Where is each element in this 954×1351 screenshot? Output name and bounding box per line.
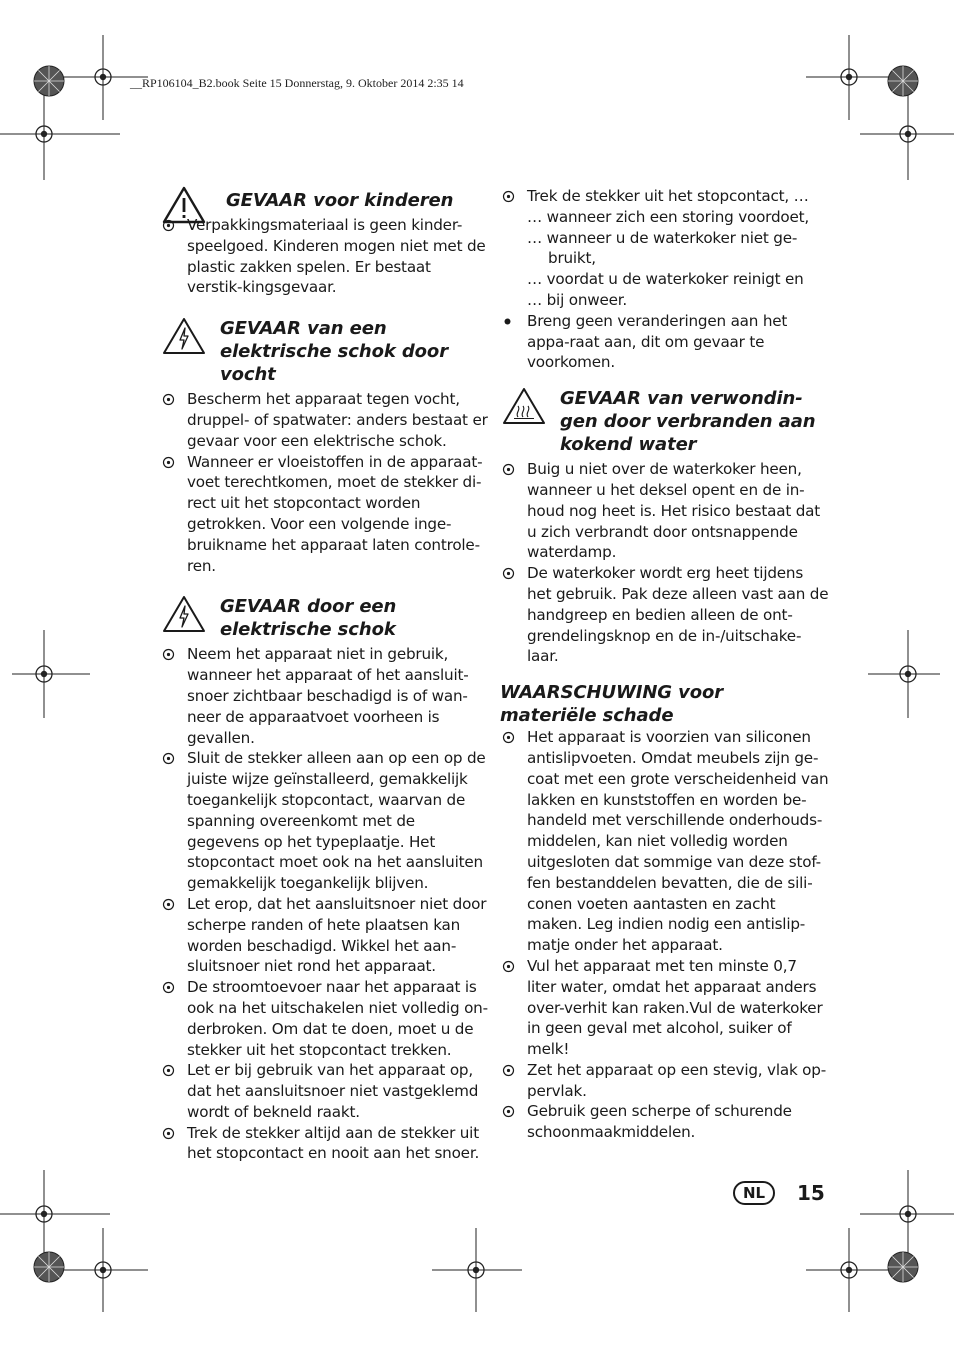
warning-heading-children <box>160 186 490 212</box>
list-item: Wanneer er vloeistoffen in de apparaat-voet terechtkomen, moet de stekker di-rect uit het stopcontact worden getrokken. Voor een volgende inge-bruikname het apparaat laten controle-ren. <box>160 452 490 577</box>
bullet-list <box>500 727 830 1143</box>
section-title: GEVAAR door een elektrische schok <box>220 596 397 641</box>
list-item: Breng geen veranderingen aan het appa-raat aan, dit om gevaar te voorkomen. <box>500 311 830 373</box>
print-header: __RP106104_B2.book Seite 15 Donnerstag, 9. Oktober 2014 2:35 14 <box>130 76 464 90</box>
list-item: Het apparaat is voorzien van siliconen antislipvoeten. Omdat meubels zijn ge-coat met een grote verscheidenheid van lakken en kunststoffen en worden be-handeld met verschillende onderhouds-middelen, kan niet volledig worden uitgesloten dat sommige van deze stof-fen bestanddelen bevatten, die de sili-conen voeten aantasten en zacht maken. Leg indien nodig een antislip-matje onder het apparaat. <box>500 727 830 956</box>
bullet-list <box>160 215 490 298</box>
section-title: GEVAAR van een elektrische schok door vocht <box>220 318 448 386</box>
electric-shock-icon <box>162 595 206 633</box>
circle-bullet-icon <box>162 219 175 232</box>
list-item-unplug: Trek de stekker uit het stopcontact, … … wanneer zich een storing voordoet, … wanneer u de waterkoker niet ge- bruikt, … voordat u de waterkoker reinigt en … bij onweer. <box>500 186 830 311</box>
section-title: GEVAAR voor kinderen <box>226 190 454 211</box>
section-title: WAARSCHUWING voor materiële schade <box>500 682 724 727</box>
list-item: Let erop, dat het aansluitsnoer niet door scherpe randen of hete plaatsen kan worden beschadigd. Wikkel het aan-sluitsnoer niet rond het apparaat. <box>160 894 490 977</box>
list-item: Bescherm het apparaat tegen vocht, druppel- of spatwater: anders bestaat er gevaar voor een elektrische schok. <box>160 389 490 451</box>
list-item: Sluit de stekker alleen aan op een op de juiste wijze geïnstalleerd, gemakkelijk toegankelijk stopcontact, waarvan de spanning overeenkomt met de gegevens op het typeplaatje. Het stopcontact moet ook na het aansluiten gemakkelijk toegankelijk blijven. <box>160 748 490 894</box>
dot-bullet-icon <box>504 318 511 325</box>
section-title: GEVAAR van verwondin- gen door verbranden aan kokend water <box>560 388 816 456</box>
warning-heading-burns <box>500 387 830 456</box>
warning-heading-shock-moisture <box>160 317 490 386</box>
list-item: De waterkoker wordt erg heet tijdens het gebruik. Pak deze alleen vast aan de handgreep en bedien alleen de ont-grendelingsknop en de in-/uitschake-laar. <box>500 563 830 667</box>
circle-bullet-icon <box>162 752 175 765</box>
list-item: Vul het apparaat met ten minste 0,7 liter water, omdat het apparaat anders over-verhit kan raken.Vul de waterkoker in geen geval met alcohol, suiker of melk! <box>500 956 830 1060</box>
list-item: Trek de stekker altijd aan de stekker uit het stopcontact en nooit aan het snoer. <box>160 1123 490 1165</box>
circle-bullet-icon <box>502 1064 515 1077</box>
left-column <box>160 186 490 1164</box>
circle-bullet-icon <box>162 1127 175 1140</box>
circle-bullet-icon <box>502 731 515 744</box>
bullet-list <box>160 389 490 576</box>
list-item: De stroomtoevoer naar het apparaat is ook na het uitschakelen niet volledig on-derbroken. Om dat te doen, moet u de stekker uit het stopcontact trekken. <box>160 977 490 1060</box>
bullet-list <box>160 644 490 1164</box>
list-item: Neem het apparaat niet in gebruik, wanneer het apparaat of het aansluit-snoer zichtbaar beschadigd is of wan-neer de apparaatvoet voorheen is gevallen. <box>160 644 490 748</box>
page-number: 15 <box>797 1181 825 1205</box>
list-item: Let er bij gebruik van het apparaat op, dat het aansluitsnoer niet vastgeklemd wordt of bekneld raakt. <box>160 1060 490 1122</box>
bullet-list <box>500 186 830 373</box>
circle-bullet-icon <box>162 393 175 406</box>
list-item: Verpakkingsmateriaal is geen kinder-speelgoed. Kinderen mogen niet met de plastic zakken spelen. Er bestaat verstik-kingsgevaar. <box>160 215 490 298</box>
circle-bullet-icon <box>502 190 515 203</box>
circle-bullet-icon <box>162 898 175 911</box>
circle-bullet-icon <box>502 463 515 476</box>
hot-steam-icon <box>502 387 546 425</box>
circle-bullet-icon <box>162 1064 175 1077</box>
language-badge: NL <box>733 1181 775 1205</box>
circle-bullet-icon <box>502 1105 515 1118</box>
electric-shock-icon <box>162 317 206 355</box>
right-column <box>500 186 830 1143</box>
circle-bullet-icon <box>162 981 175 994</box>
list-item: Zet het apparaat op een stevig, vlak op-pervlak. <box>500 1060 830 1102</box>
list-item: Gebruik geen scherpe of schurende schoonmaakmiddelen. <box>500 1101 830 1143</box>
page-footer <box>733 1181 825 1205</box>
list-item: Buig u niet over de waterkoker heen, wanneer u het deksel opent en de in-houd nog heet is. Het risico bestaat dat u zich verbrandt door ontsnappende waterdamp. <box>500 459 830 563</box>
circle-bullet-icon <box>162 456 175 469</box>
circle-bullet-icon <box>502 567 515 580</box>
bullet-list <box>500 459 830 667</box>
circle-bullet-icon <box>162 648 175 661</box>
circle-bullet-icon <box>502 960 515 973</box>
warning-heading-material <box>500 681 830 727</box>
warning-heading-shock <box>160 595 490 641</box>
